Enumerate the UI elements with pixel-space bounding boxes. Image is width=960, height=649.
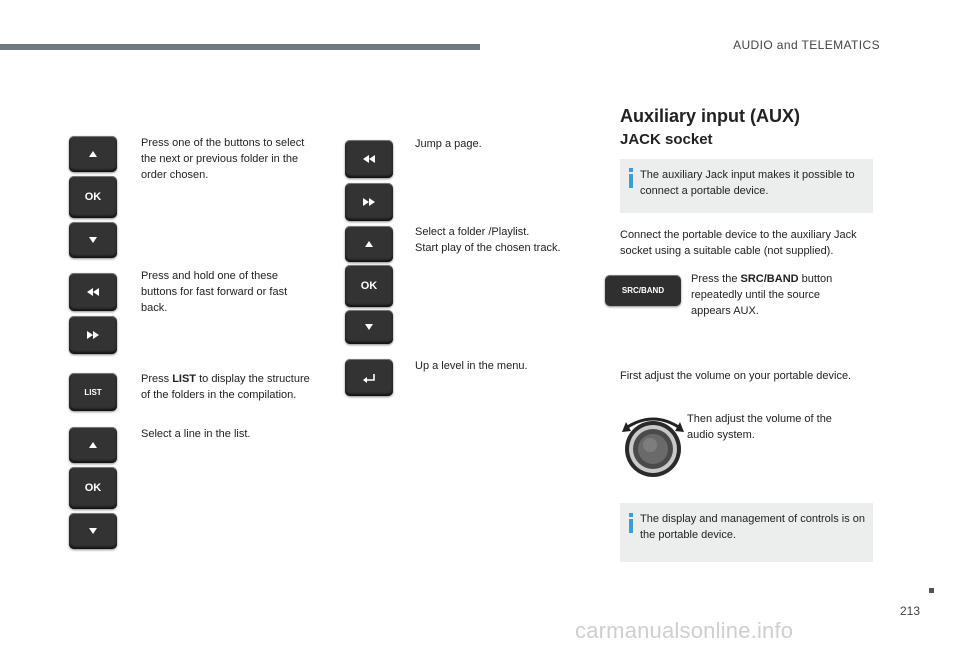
fast-forward-text: Press and hold one of these buttons for fast forward or fast back.: [141, 270, 288, 314]
page-back-button[interactable]: [345, 140, 393, 178]
page-number: 213: [900, 604, 921, 618]
src-band-text: Press the SRC/BAND button repeatedly until the source appears AUX.: [691, 273, 833, 317]
info-note-2: The display and management of controls is on the portable device.: [620, 503, 873, 562]
info-note-1: The auxiliary Jack input makes it possible to connect a portable device.: [620, 159, 873, 213]
page-forward-button[interactable]: [345, 183, 393, 221]
triangle-up-icon: [89, 151, 97, 157]
up-level-text: Up a level in the menu.: [415, 360, 528, 372]
volume-knob[interactable]: [620, 412, 686, 478]
page-title: Auxiliary input (AUX): [620, 106, 801, 126]
fast-forward-icon: [87, 331, 99, 339]
ok-button-2[interactable]: OK: [69, 467, 117, 509]
fast-forward-button[interactable]: [69, 316, 117, 354]
select-line-text: Select a line in the list.: [141, 428, 251, 440]
watermark: carmanualsonline.info: [575, 618, 794, 643]
volume-knob-icon: [620, 412, 686, 478]
info-icon: [629, 513, 633, 517]
triangle-down-icon: [89, 237, 97, 243]
return-arrow-icon: [363, 373, 375, 383]
triangle-down-icon: [89, 528, 97, 534]
select-folder-text: Select a folder /Playlist. Start play of the chosen track.: [415, 226, 561, 254]
section-title: AUDIO and TELEMATICS: [733, 38, 880, 52]
folder-navigation-text: Press one of the buttons to select the next or previous folder in the order chosen.: [141, 137, 305, 181]
volume-text: Then adjust the volume of the audio system.: [687, 413, 832, 441]
triangle-down-icon: [365, 324, 373, 330]
rewind-icon: [87, 288, 99, 296]
list-button[interactable]: LIST: [69, 373, 117, 411]
back-button[interactable]: [345, 359, 393, 396]
down-arrow-button-2[interactable]: [69, 513, 117, 549]
src-band-button[interactable]: SRC/BAND: [605, 275, 681, 306]
section-subtitle: JACK socket: [620, 131, 713, 148]
triangle-up-icon: [365, 241, 373, 247]
fast-forward-icon: [363, 198, 375, 206]
ok-button-3[interactable]: OK: [345, 265, 393, 307]
rewind-icon: [363, 155, 375, 163]
connect-text: Connect the portable device to the auxiliary Jack socket using a suitable cable (not supplied).: [620, 229, 857, 257]
up-arrow-button-3[interactable]: [345, 226, 393, 262]
triangle-up-icon: [89, 442, 97, 448]
list-text: Press LIST to display the structure of the folders in the compilation.: [141, 373, 310, 401]
header-bar: [0, 44, 480, 50]
adjust-portable-text: First adjust the volume on your portable device.: [620, 370, 852, 382]
down-arrow-button[interactable]: [69, 222, 117, 258]
up-arrow-button[interactable]: [69, 136, 117, 172]
rewind-button[interactable]: [69, 273, 117, 311]
up-arrow-button-2[interactable]: [69, 427, 117, 463]
ok-button[interactable]: OK: [69, 176, 117, 218]
info-icon: [629, 168, 633, 172]
down-arrow-button-3[interactable]: [345, 310, 393, 344]
jump-page-text: Jump a page.: [415, 138, 482, 150]
page-marker: [929, 588, 934, 593]
